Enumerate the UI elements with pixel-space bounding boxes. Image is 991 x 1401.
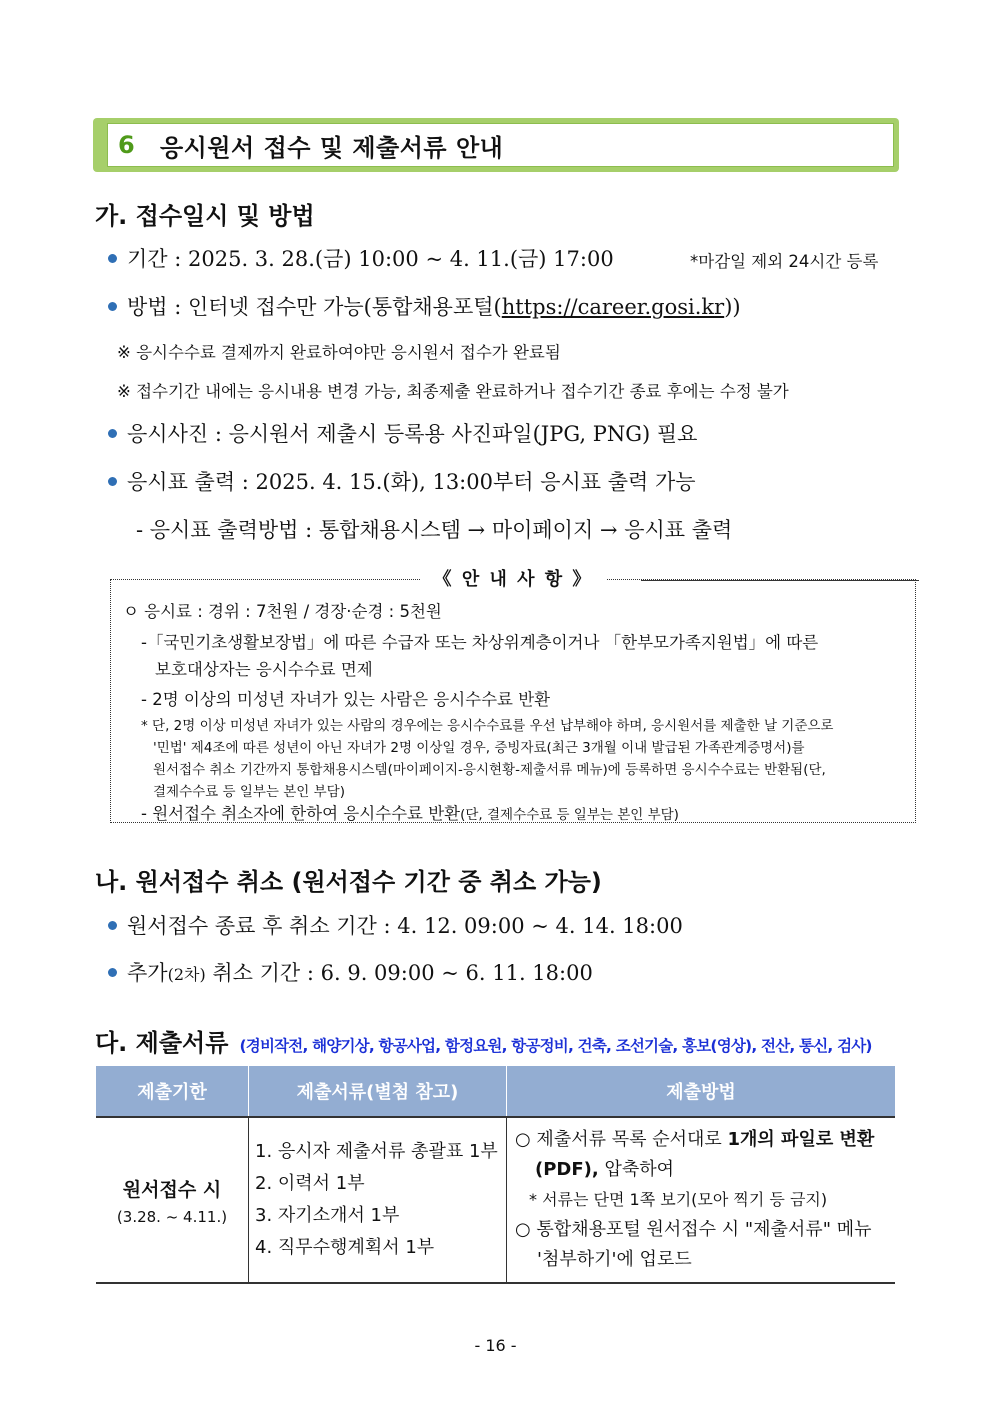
photo-text: 응시사진 : 응시원서 제출시 등록용 사진파일(JPG, PNG) 필요 [127,422,698,446]
deadline-dates: (3.28. ~ 4.11.) [116,1207,228,1226]
part-c-positions: (경비작전, 해양기상, 항공사업, 함정요원, 항공정비, 건축, 조선기술, 홍보(영상), 전산, 통신, 검사) [239,1037,872,1055]
section-number: 6 [118,131,135,159]
method-2a: (PDF), [535,1159,599,1180]
header-deadline: 제출기한 [96,1066,249,1117]
cancel-period-line [108,910,683,940]
heading-part-a: 가. 접수일시 및 방법 [95,202,315,230]
notice-detail-line-3: 원서접수 취소 기간까지 통합채용시스템(마이페이지-응시현황-제출서류 메뉴)에 등록하면 응시수수료는 반환됨(단, [153,762,826,778]
ticket-line [108,466,696,496]
bullet-icon [108,921,117,930]
note-payment: ※ 응시수수료 결제까지 완료하여야만 응시원서 접수가 완료됨 [117,343,561,362]
heading-part-c: 다. 제출서류 [95,1029,229,1057]
period-text: 기간 : 2025. 3. 28.(금) 10:00 ~ 4. 11.(금) 17:00 [127,247,614,271]
header-documents: 제출서류(별첨 참고) [249,1066,507,1117]
method-line-4: ○ 통합채용포털 원서접수 시 "제출서류" 메뉴 [515,1219,872,1240]
notice-detail-line-2: '민법' 제4조에 따른 성년이 아닌 자녀가 2명 이상일 경우, 증빙자료(최근 3개월 이내 발급된 가족관계증명서)를 [153,740,805,756]
period-line [108,243,614,273]
notice-title: 《 안 내 사 항 》 [420,565,607,591]
period-note: *마감일 제외 24시간 등록 [690,252,879,271]
notice-exempt-line-1: -「국민기초생활보장법」에 따른 수급자 또는 차상위계층이거나 「한부모가족지원법」에 따른 [141,633,819,652]
header-method: 제출방법 [507,1066,896,1117]
photo-line [108,418,697,448]
heading-part-b: 나. 원서접수 취소 (원서접수 기간 중 취소 가능) [95,868,602,896]
section-title: 응시원서 접수 및 제출서류 안내 [160,133,504,162]
cancel-period-text: 원서접수 종료 후 취소 기간 : 4. 12. 09:00 ~ 4. 14. 18:00 [127,914,683,938]
cell-deadline [96,1117,249,1283]
method-line-3: * 서류는 단면 1쪽 보기(모아 찍기 등 금지) [529,1190,828,1209]
method-1b: 1개의 파일로 변환 [727,1129,875,1150]
method-line-2 [515,1155,894,1185]
table-header-row [96,1066,895,1117]
method-1a: ○ 제출서류 목록 순서대로 [515,1129,728,1150]
notice-cancel-small: (단, 결제수수료 등 일부는 본인 부담) [460,807,679,823]
document-item: 3. 자기소개서 1부 [255,1205,400,1226]
document-item: 1. 응시자 제출서류 총괄표 1부 [255,1141,498,1162]
deadline-label: 원서접수 시 [122,1178,222,1201]
notice-cancel-main: - 원서접수 취소자에 한하여 응시수수료 반환 [141,804,461,823]
heading-part-c-wrap [95,1023,872,1058]
method-line-5: '첨부하기'에 업로드 [537,1249,692,1270]
ticket-method-line: - 응시표 출력방법 : 통합채용시스템 → 마이페이지 → 응시표 출력 [136,518,733,542]
method-line [108,291,741,321]
extra-cancel-b: 취소 기간 : 6. 9. 09:00 ~ 6. 11. 18:00 [205,961,593,985]
method-prefix: 방법 : 인터넷 접수만 가능(통합채용포털( [127,295,502,319]
bullet-icon [108,302,117,311]
bullet-icon [108,254,117,263]
page-number: - 16 - [474,1336,517,1355]
method-2b: 압축하여 [598,1159,675,1180]
notice-refund: - 2명 이상의 미성년 자녀가 있는 사람은 응시수수료 반환 [141,690,551,709]
section-header [93,118,899,172]
method-suffix: )) [724,295,741,319]
bullet-icon [108,477,117,486]
notice-fee: ㅇ 응시료 : 경위 : 7천원 / 경장·순경 : 5천원 [123,602,442,621]
extra-cancel-a: 추가 [127,961,168,985]
table-row [96,1117,895,1283]
notice-box [110,569,916,823]
extra-cancel-small: (2차) [167,965,206,984]
submission-table [96,1066,895,1284]
notice-title-wrap [111,566,915,590]
notice-cancel-refund [141,800,679,824]
bullet-icon [108,968,117,977]
cell-method [507,1117,896,1283]
extra-cancel-line [108,957,593,987]
cell-documents [249,1117,507,1283]
notice-detail-line-1: * 단, 2명 이상 미성년 자녀가 있는 사람의 경우에는 응시수수료를 우선 납부해야 하며, 응시원서를 제출한 날 기준으로 [141,718,834,734]
note-modification: ※ 접수기간 내에는 응시내용 변경 가능, 최종제출 완료하거나 접수기간 종료 후에는 수정 불가 [117,382,789,401]
bullet-icon [108,429,117,438]
notice-detail-line-4: 결제수수료 등 일부는 본인 부담) [153,784,345,800]
document-item: 4. 직무수행계획서 1부 [255,1237,435,1258]
career-portal-link[interactable]: https://career.gosi.kr [501,295,725,319]
document-item: 2. 이력서 1부 [255,1173,365,1194]
section-header-inner [107,123,894,167]
notice-exempt-line-2: 보호대상자는 응시수수료 면제 [155,660,373,679]
ticket-text: 응시표 출력 : 2025. 4. 15.(화), 13:00부터 응시표 출력 가능 [127,470,696,494]
method-line-1 [515,1125,894,1155]
